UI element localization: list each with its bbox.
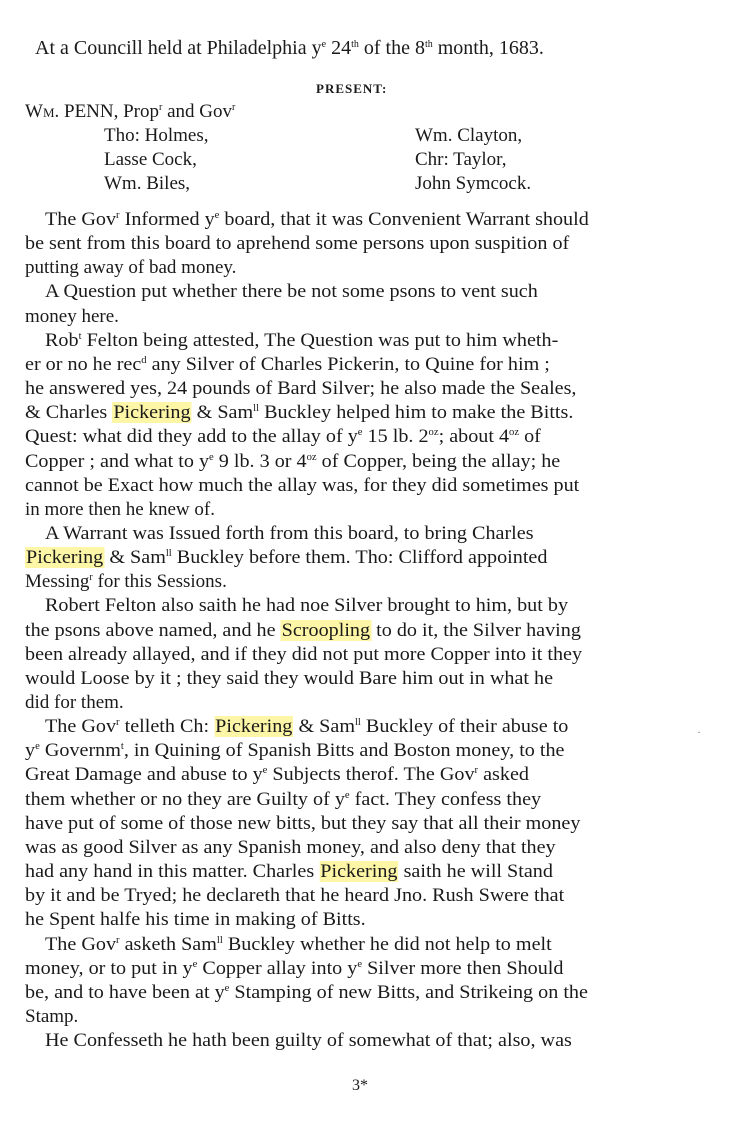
superscript-abbrev: e [224,982,230,994]
attendee-right: Wm. Clayton, [415,125,523,146]
highlighted-name: Pickering [26,547,104,569]
highlighted-name: Scroopling [281,619,371,641]
attendee-left: Tho: Holmes, [104,125,209,146]
text-line [25,377,576,401]
text-segment: them whether or no they are Guilty of y [25,788,345,810]
text-segment: putting away of bad money. [25,257,237,279]
attendee-right: John Symcock. [415,173,532,194]
text-line [25,763,529,787]
text-segment: ; about 4 [438,426,510,448]
superscript-abbrev: ll [253,403,260,415]
text-segment: 9 lb. 3 or 4 [213,450,307,472]
text-line [25,691,124,715]
text-segment: was as good Silver as any Spanish money, and also deny that they [25,836,556,858]
text-segment: he answered yes, 24 pounds of Bard Silver; he also made the Seales, [25,378,577,400]
text-segment: Copper ; and what to y [25,450,210,472]
text-segment: Silver more then Should [362,957,564,979]
superscript-abbrev: oz [428,427,439,439]
text-segment: A Question put whether there be not some psons to vent such [45,281,538,303]
superscript-abbrev: oz [509,427,520,439]
text-segment: Buckley helped him to make the Bitts. [259,402,574,424]
text-segment: & Sam [191,402,254,424]
text-segment: asketh Sam [119,933,217,955]
text-segment: money, or to put in y [25,957,193,979]
text-segment: Governm [39,740,121,762]
text-line [45,280,538,304]
text-segment: , in Quining of Spanish Bitts and Boston money, to the [123,740,565,762]
text-line [25,643,582,667]
text-line [25,884,564,908]
text-line [45,933,552,957]
text-segment: & Sam [104,547,166,569]
superscript-abbrev: e [192,958,198,970]
text-segment: to do it, the Silver having [371,619,581,641]
text-segment: Subjects therof. The Gov [267,764,475,786]
text-line [25,667,553,691]
text-segment: of [519,426,541,448]
text-line [25,957,563,981]
text-segment: y [25,740,36,762]
governor-line: Wm. PENN, Prop$^r$ and Gov$^r$ [25,101,236,122]
text-line [25,908,366,932]
text-line [45,329,558,353]
superscript-abbrev: e [344,789,350,801]
text-line [25,812,580,836]
text-segment: by it and be Tryed; he declareth that he heard Jno. Rush Swere that [25,885,565,907]
text-segment: be, and to have been at y [25,981,225,1003]
text-segment: er or no he rec [25,353,142,375]
text-segment: Robert Felton also saith he had noe Silver brought to him, but by [45,595,569,617]
text-segment: have put of some of those new bitts, but they say that all their money [25,812,581,834]
text-segment: the psons above named, and he [25,619,281,641]
text-line [25,450,560,474]
text-line [45,208,589,232]
text-line [25,739,565,763]
text-line [25,836,556,860]
text-line [25,425,541,449]
text-segment: Buckley before them. Tho: Clifford appointed [171,547,548,569]
present-label: PRESENT: [316,81,388,96]
text-segment: fact. They confess they [349,788,542,810]
text-line [25,353,550,377]
superscript-abbrev: t [120,741,124,753]
attendee-left: Wm. Biles, [104,173,191,194]
text-segment: He Confesseth he hath been guilty of somewhat of that; also, was [45,1030,572,1052]
text-segment: of Copper, being the allay; he [316,450,561,472]
text-line [25,570,227,594]
superscript-abbrev: r [116,717,120,729]
text-segment: be sent from this board to aprehend some persons upon suspition of [25,233,570,255]
text-segment: Stamping of new Bitts, and Strikeing on the [229,981,588,1003]
text-segment: Rob [45,329,79,351]
text-line [25,305,119,329]
text-segment: Stamp. [25,1005,79,1027]
superscript-abbrev: r [89,572,93,584]
council-heading: At a Councill held at Philadelphia $y^e$ 24th of the 8th month, 1683. [35,37,544,59]
text-segment: for this Sessions. [92,571,227,593]
superscript-abbrev: e [209,451,214,463]
superscript-abbrev: e [35,741,40,753]
text-segment: in more then he knew of. [25,498,215,520]
attendee-right: Chr: Taylor, [415,149,507,170]
superscript-abbrev: r [116,934,120,946]
text-line [25,860,553,884]
text-line [25,498,215,522]
page-number: 3* [352,1077,368,1094]
text-segment: & Charles [25,402,113,424]
text-segment: cannot be Exact how much the allay was, for they did sometimes put [25,474,580,496]
highlighted-name: Pickering [215,716,293,738]
text-segment: Buckley of their abuse to [360,716,569,738]
attendee-left: Lasse Cock, [104,149,197,170]
superscript-abbrev: t [78,330,82,342]
highlighted-name: Pickering [320,861,398,883]
text-segment: A Warrant was Issued forth from this board, to bring Charles [45,522,534,544]
text-line [25,788,541,812]
superscript-abbrev: r [474,765,479,777]
superscript-abbrev: e [357,427,363,439]
text-segment: asked [478,764,529,786]
text-segment: would Loose by it ; they said they would Bare him out in what he [25,667,554,689]
highlighted-name: Pickering [113,402,191,424]
text-segment: & Sam [293,716,355,738]
text-segment: Copper allay into y [197,957,358,979]
text-segment: had any hand in this matter. Charles [25,861,320,883]
text-line [25,546,547,570]
text-line [25,474,579,498]
text-segment: Messing [25,571,90,593]
text-segment: did for them. [25,692,124,713]
text-segment: saith he will Stand [398,861,553,883]
text-line [45,594,568,618]
text-segment: board, that it was Convenient Warrant should [219,209,589,230]
text-segment: Great Damage and abuse to y [25,764,263,786]
text-segment: he Spent halfe his time in making of Bitts. [25,909,366,931]
text-segment: been already allayed, and if they did not put more Copper into it they [25,643,583,665]
text-segment: Quest: what did they add to the allay of y [25,426,358,448]
text-line [25,981,588,1005]
superscript-abbrev: ll [354,717,361,729]
margin-dot: · [697,725,701,739]
text-line [45,715,568,739]
superscript-abbrev: e [262,765,268,777]
superscript-abbrev: ll [165,548,172,560]
text-line [25,256,236,280]
text-line [25,1005,78,1029]
text-line [25,401,573,425]
text-segment: The Gov [45,933,117,955]
text-segment: Buckley whether he did not help to melt [222,933,552,955]
superscript-abbrev: d [141,354,147,366]
text-line [25,232,569,256]
superscript-abbrev: e [357,958,363,970]
text-segment: Felton being attested, The Question was put to him wheth- [81,329,559,351]
text-line [25,619,581,643]
text-segment: Informed y [119,209,215,230]
text-segment: The Gov [45,209,117,230]
text-segment: money here. [25,305,119,327]
text-line [45,522,534,546]
superscript-abbrev: e [214,210,220,221]
superscript-abbrev: oz [306,451,317,463]
text-line [45,1029,572,1053]
text-segment: telleth Ch: [119,716,215,738]
text-segment: 15 lb. 2 [362,426,429,448]
superscript-abbrev: ll [216,934,223,946]
text-segment: any Silver of Charles Pickerin, to Quine for him ; [146,353,550,375]
superscript-abbrev: r [116,210,120,221]
text-segment: The Gov [45,716,117,738]
